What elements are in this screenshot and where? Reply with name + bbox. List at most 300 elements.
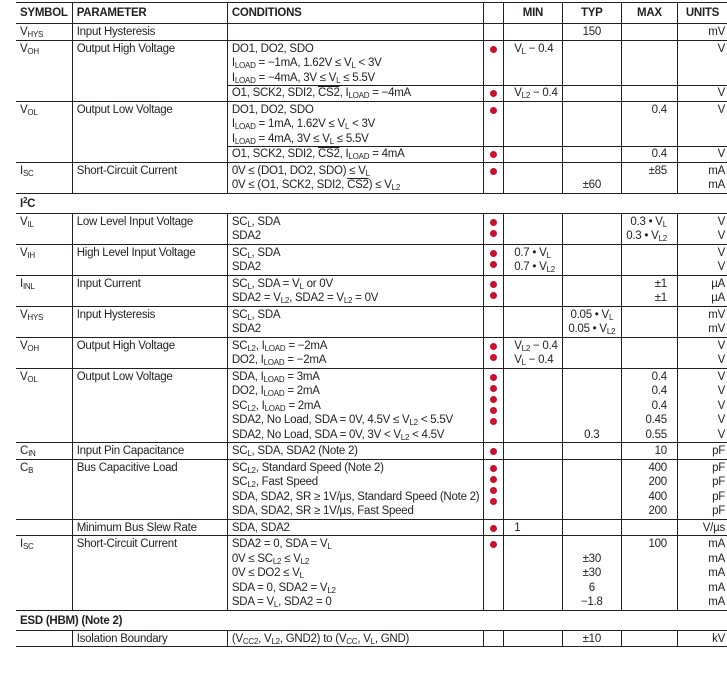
min-cell xyxy=(504,443,562,460)
unit-value: V xyxy=(717,339,725,352)
min-value xyxy=(514,132,557,147)
full-temp-dot-icon xyxy=(490,541,497,548)
parameter-cell: High Level Input Voltage xyxy=(72,244,227,275)
units-cell xyxy=(677,443,727,460)
conditions-cell xyxy=(227,337,484,368)
min-value xyxy=(514,308,557,323)
max-cell xyxy=(621,306,677,337)
min-cell xyxy=(504,147,562,163)
typ-value: 150 xyxy=(582,26,602,38)
max-cell xyxy=(621,459,677,519)
full-temp-dot-icon xyxy=(490,281,497,288)
symbol-cell: $V_{OH}$ xyxy=(16,337,72,368)
conditions-cell xyxy=(227,519,484,536)
max-cell xyxy=(621,213,677,244)
max-value xyxy=(626,552,667,567)
typ-value: ±30 xyxy=(582,567,601,579)
typ-cell xyxy=(562,306,621,337)
max-cell xyxy=(621,244,677,275)
typ-value: 0.05 • $V_{L2}$ xyxy=(568,323,616,336)
unit-value: µA xyxy=(711,277,725,290)
condition-line: $SC_L$, SDA xyxy=(231,308,281,322)
condition-line: $SC_L$, SDA xyxy=(231,215,281,229)
units-cell xyxy=(677,459,727,519)
full-temp-dot-icon xyxy=(490,448,497,455)
typ-value xyxy=(567,490,617,505)
unit-value: V xyxy=(717,261,725,273)
unit-value: V xyxy=(717,87,725,99)
max-value xyxy=(626,71,667,86)
conditions-cell xyxy=(227,443,484,460)
condition-line: 0V ≤ (O1, SCK2, SDI2, $CS2) \le V_{L2}$ xyxy=(231,179,401,192)
typ-cell xyxy=(562,443,621,460)
min-value xyxy=(514,71,557,86)
unit-value xyxy=(682,117,725,132)
dot-cell xyxy=(484,162,504,193)
typ-value xyxy=(567,504,617,519)
unit-value: V xyxy=(717,414,725,426)
symbol-cell: $V_{HYS}$ xyxy=(16,306,72,337)
min-value xyxy=(514,277,557,292)
full-temp-dot-icon xyxy=(490,487,497,494)
typ-cell xyxy=(562,213,621,244)
condition-line: $SC_{L2}$, Standard Speed (Note 2) xyxy=(231,461,384,475)
dot-cell xyxy=(484,519,504,536)
symbol-cell xyxy=(16,86,72,102)
typ-value: ±60 xyxy=(582,179,601,191)
spec-body xyxy=(16,24,727,647)
max-cell xyxy=(621,275,677,306)
typ-value xyxy=(567,229,617,244)
conditions-cell xyxy=(227,536,484,611)
min-cell xyxy=(504,306,562,337)
max-value xyxy=(626,42,667,57)
dot-placeholder xyxy=(484,25,503,40)
typ-value xyxy=(567,399,617,414)
max-cell xyxy=(621,337,677,368)
units-cell xyxy=(677,213,727,244)
symbol-cell xyxy=(16,519,72,536)
col-dot xyxy=(484,3,504,24)
min-cell xyxy=(504,162,562,193)
typ-value xyxy=(567,132,617,147)
parameter-cell: Output High Voltage xyxy=(72,40,227,86)
unit-value: pF xyxy=(712,445,725,457)
parameter-cell: Minimum Bus Slew Rate xyxy=(72,519,227,536)
max-value: 400 xyxy=(648,490,667,503)
full-temp-dot-icon xyxy=(490,292,497,299)
unit-value: V xyxy=(717,148,725,160)
condition-line: $SC_{L2}$, Fast Speed xyxy=(231,476,318,489)
parameter-cell: Output High Voltage xyxy=(72,337,227,368)
dot-cell xyxy=(484,459,504,519)
max-value xyxy=(626,56,667,71)
symbol-cell xyxy=(16,630,72,647)
full-temp-dot-icon xyxy=(490,151,497,158)
symbol-cell: $I_{INL}$ xyxy=(16,275,72,306)
max-value: 200 xyxy=(648,476,667,488)
condition-line: SDA2 = 0, SDA = $V_L$ xyxy=(231,538,332,551)
min-value: 0.7 • $V_{L2}$ xyxy=(514,261,555,274)
full-temp-dot-icon xyxy=(490,407,497,414)
unit-value: µA xyxy=(711,292,725,304)
conditions-cell xyxy=(227,40,484,86)
full-temp-dot-icon xyxy=(490,230,497,237)
dot-cell xyxy=(484,443,504,460)
min-value xyxy=(514,444,557,459)
full-temp-dot-icon xyxy=(490,107,497,114)
conditions-cell xyxy=(227,147,484,163)
max-value: 0.4 xyxy=(651,385,667,397)
dot-cell xyxy=(484,40,504,86)
min-cell xyxy=(504,275,562,306)
max-cell xyxy=(621,40,677,86)
table-row xyxy=(16,275,727,306)
typ-value: ±30 xyxy=(582,552,601,565)
dot-placeholder xyxy=(484,117,503,132)
table-row xyxy=(16,337,727,368)
condition-line: $0V \le DO2 \le V_L$ xyxy=(231,567,304,580)
dot-cell xyxy=(484,101,504,147)
min-cell xyxy=(504,101,562,147)
typ-value xyxy=(567,117,617,132)
parameter-cell: Input Hysteresis xyxy=(72,24,227,41)
col-parameter: PARAMETER xyxy=(72,3,227,24)
min-value xyxy=(514,117,557,132)
full-temp-dot-icon xyxy=(490,219,497,226)
condition-line: $I_{LOAD} = 4mA$, $3V \le V_L \le 5.5V$ xyxy=(231,132,369,146)
dot-cell xyxy=(484,24,504,41)
max-cell xyxy=(621,630,677,647)
unit-value xyxy=(682,132,725,147)
min-cell xyxy=(504,630,562,647)
condition-line: $I_{LOAD} = -4mA$, $3V \le V_L \le 5.5V$ xyxy=(231,71,375,85)
col-typ: TYP xyxy=(562,3,621,24)
min-value xyxy=(514,504,557,519)
min-value: $V_{L2} - 0.4$ xyxy=(514,87,558,100)
dot-cell xyxy=(484,306,504,337)
condition-line: O1, SCK2, SDI2, CS2, $I_{LOAD} = -4mA$ xyxy=(231,87,411,100)
units-cell xyxy=(677,368,727,443)
typ-value xyxy=(567,260,617,275)
table-row xyxy=(16,86,727,102)
condition-line: SDA, SDA2 xyxy=(231,521,290,534)
condition-line: $SC_{L2}$, $I_{LOAD} = -2mA$ xyxy=(231,339,328,353)
unit-value: V xyxy=(717,230,725,242)
unit-value: V xyxy=(717,428,725,441)
unit-value: mV xyxy=(708,308,725,321)
col-max: MAX xyxy=(621,3,677,24)
section-esd-label: ESD (HBM) (Note 2) xyxy=(16,610,727,630)
min-value xyxy=(514,461,557,476)
units-cell xyxy=(677,244,727,275)
min-value xyxy=(514,25,557,40)
max-cell xyxy=(621,368,677,443)
symbol-cell: $I_{SC}$ xyxy=(16,162,72,193)
max-cell xyxy=(621,536,677,611)
max-value: 100 xyxy=(648,538,667,550)
symbol-cell: $V_{OH}$ xyxy=(16,40,72,86)
condition-line: SDA = 0, $SDA2 = V_{L2}$ xyxy=(231,581,336,595)
dot-placeholder xyxy=(484,178,503,193)
condition-line: ($V_{CC2}$, $V_{L2}$, GND2) to ($V_{CC}$, $V_L$, GND) xyxy=(231,632,410,646)
min-value xyxy=(514,384,557,399)
condition-line: SDA, SDA2, SR ≥ 1V/µs, Fast Speed xyxy=(231,505,414,517)
conditions-cell xyxy=(227,213,484,244)
table-row xyxy=(16,213,727,244)
units-cell xyxy=(677,630,727,647)
max-value: 0.4 xyxy=(651,103,667,116)
unit-value: mV xyxy=(708,323,725,335)
max-cell xyxy=(621,147,677,163)
parameter-cell: Input Pin Capacitance xyxy=(72,443,227,460)
full-temp-dot-icon xyxy=(490,525,497,532)
dot-placeholder xyxy=(484,552,503,567)
typ-cell xyxy=(562,147,621,163)
max-cell xyxy=(621,519,677,536)
typ-value: 0.05 • $V_L$ xyxy=(570,308,614,322)
min-value xyxy=(514,632,557,647)
typ-value: ±10 xyxy=(582,632,601,645)
conditions-cell xyxy=(227,86,484,102)
conditions-cell xyxy=(227,459,484,519)
max-value: 0.4 xyxy=(651,148,667,160)
conditions-cell xyxy=(227,101,484,147)
max-value: 10 xyxy=(654,445,667,457)
condition-line: $I_{LOAD} = 1mA$, $1.62V \le V_L < 3V$ xyxy=(231,118,376,131)
table-row xyxy=(16,162,727,193)
table-row xyxy=(16,101,727,147)
typ-cell xyxy=(562,275,621,306)
unit-value: V xyxy=(717,215,725,228)
typ-cell xyxy=(562,86,621,102)
max-value xyxy=(626,322,667,337)
condition-line: $SC_L$, SDA xyxy=(231,246,281,260)
full-temp-dot-icon xyxy=(490,418,497,425)
typ-value xyxy=(567,384,617,399)
min-value xyxy=(514,475,557,490)
min-value xyxy=(514,215,557,230)
parameter-cell: Input Hysteresis xyxy=(72,306,227,337)
section-i2c-label: $I^2C$ xyxy=(16,193,727,213)
max-value xyxy=(626,117,667,132)
dot-cell xyxy=(484,86,504,102)
condition-line: SDA2, No Load, SDA = 0V, $4.5V \le V_{L2} < 5.5V$ xyxy=(231,414,453,427)
condition-line: SDA, $I_{LOAD} = 3mA$ xyxy=(231,370,320,384)
max-value xyxy=(626,353,667,368)
full-temp-dot-icon xyxy=(490,46,497,53)
symbol-cell: $V_{HYS}$ xyxy=(16,24,72,41)
max-value: ±85 xyxy=(648,164,667,177)
typ-value xyxy=(567,339,617,354)
unit-value: V xyxy=(717,399,725,412)
dot-placeholder xyxy=(484,581,503,596)
typ-value xyxy=(567,291,617,306)
typ-cell xyxy=(562,519,621,536)
typ-cell xyxy=(562,368,621,443)
unit-value xyxy=(682,56,725,71)
dot-placeholder xyxy=(484,132,503,147)
max-value xyxy=(626,246,667,261)
dot-cell xyxy=(484,337,504,368)
min-value xyxy=(514,566,557,581)
typ-value: 0.3 xyxy=(584,428,600,441)
typ-cell xyxy=(562,630,621,647)
condition-line: SDA2 xyxy=(231,261,261,273)
unit-value: V xyxy=(717,354,725,366)
parameter-cell: Low Level Input Voltage xyxy=(72,213,227,244)
condition-line: $0V \le SC_{L2} \le V_{L2}$ xyxy=(231,552,310,566)
min-value xyxy=(514,164,557,179)
condition-line: O1, SCK2, SDI2, CS2, $I_{LOAD} = 4mA$ xyxy=(231,148,405,161)
max-value xyxy=(626,308,667,323)
typ-value xyxy=(567,370,617,385)
parameter-cell xyxy=(72,147,227,163)
typ-cell xyxy=(562,536,621,611)
unit-value: mA xyxy=(708,538,725,550)
condition-line: SDA = $V_L$, SDA2 = 0 xyxy=(231,596,332,609)
min-value: $V_L - 0.4$ xyxy=(514,42,554,56)
dot-cell xyxy=(484,536,504,611)
condition-line: $SC_L$, SDA = $V_L$ or 0V xyxy=(231,277,333,291)
dot-cell xyxy=(484,368,504,443)
units-cell xyxy=(677,24,727,41)
max-value xyxy=(626,25,667,40)
condition-line: SDA2, No Load, SDA = 0V, $3V < V_{L2} < 4.5V$ xyxy=(231,428,445,442)
min-value xyxy=(514,56,557,71)
parameter-cell: Input Current xyxy=(72,275,227,306)
typ-value xyxy=(567,246,617,261)
min-value: $V_L - 0.4$ xyxy=(514,354,554,367)
table-row xyxy=(16,536,727,611)
typ-value xyxy=(567,277,617,292)
unit-value: mA xyxy=(708,179,725,191)
max-value xyxy=(626,86,667,101)
typ-value: 6 xyxy=(588,581,595,594)
dot-placeholder xyxy=(484,322,503,337)
max-value xyxy=(626,632,667,647)
condition-line: DO2, $I_{LOAD} = 2mA$ xyxy=(231,385,320,398)
typ-value xyxy=(567,71,617,86)
typ-value xyxy=(567,537,617,552)
dot-cell xyxy=(484,630,504,647)
symbol-cell: $C_{IN}$ xyxy=(16,443,72,460)
min-value xyxy=(514,291,557,306)
max-value: ±1 xyxy=(654,292,667,304)
unit-value: pF xyxy=(712,490,725,503)
max-value: 0.55 xyxy=(645,428,667,441)
symbol-cell: $V_{IH}$ xyxy=(16,244,72,275)
table-row xyxy=(16,244,727,275)
units-cell xyxy=(677,536,727,611)
unit-value: mA xyxy=(708,567,725,579)
typ-cell xyxy=(562,162,621,193)
unit-value: mA xyxy=(708,596,725,608)
table-row xyxy=(16,519,727,536)
dot-cell xyxy=(484,244,504,275)
max-value: 0.4 xyxy=(651,399,667,412)
full-temp-dot-icon xyxy=(490,250,497,257)
typ-value xyxy=(567,42,617,57)
typ-cell xyxy=(562,101,621,147)
full-temp-dot-icon xyxy=(490,465,497,472)
full-temp-dot-icon xyxy=(490,354,497,361)
units-cell xyxy=(677,101,727,147)
table-row xyxy=(16,630,727,647)
min-cell xyxy=(504,24,562,41)
condition-line: $SC_L$, SDA, SDA2 (Note 2) xyxy=(231,445,358,458)
unit-value: mA xyxy=(708,164,725,177)
symbol-cell: $I_{SC}$ xyxy=(16,536,72,611)
table-row xyxy=(16,459,727,519)
max-value: 400 xyxy=(648,461,667,474)
col-units: UNITS xyxy=(677,3,727,24)
max-value xyxy=(626,132,667,147)
table-row xyxy=(16,24,727,41)
full-temp-dot-icon xyxy=(490,498,497,505)
min-value xyxy=(514,490,557,505)
typ-value xyxy=(567,86,617,101)
conditions-cell xyxy=(227,630,484,647)
max-value xyxy=(626,260,667,275)
condition-line: DO1, DO2, SDO xyxy=(231,42,314,55)
typ-value xyxy=(567,461,617,476)
condition-line: SDA2 xyxy=(231,323,261,335)
table-row xyxy=(16,443,727,460)
table-row xyxy=(16,147,727,163)
max-cell xyxy=(621,443,677,460)
min-cell xyxy=(504,244,562,275)
typ-cell xyxy=(562,244,621,275)
min-value xyxy=(514,428,557,443)
conditions-cell xyxy=(227,162,484,193)
typ-cell xyxy=(562,459,621,519)
full-temp-dot-icon xyxy=(490,476,497,483)
unit-value: pF xyxy=(712,461,725,474)
typ-value xyxy=(567,475,617,490)
condition-line: $SC_{L2}$, $I_{LOAD} = 2mA$ xyxy=(231,399,321,413)
condition-line: SDA2 xyxy=(231,230,261,242)
col-conditions: CONDITIONS xyxy=(227,3,484,24)
parameter-cell: Output Low Voltage xyxy=(72,101,227,147)
min-cell xyxy=(504,86,562,102)
unit-value: kV xyxy=(712,632,725,645)
min-cell xyxy=(504,536,562,611)
typ-value xyxy=(567,147,617,162)
symbol-cell: $V_{OL}$ xyxy=(16,368,72,443)
dot-cell xyxy=(484,147,504,163)
full-temp-dot-icon xyxy=(490,90,497,97)
max-value xyxy=(626,595,667,610)
unit-value: pF xyxy=(712,505,725,517)
max-cell xyxy=(621,24,677,41)
spec-table xyxy=(16,2,727,647)
typ-cell xyxy=(562,337,621,368)
unit-value: V xyxy=(717,42,725,55)
min-value: 0.7 • $V_L$ xyxy=(514,246,551,260)
unit-value xyxy=(682,71,725,86)
dot-placeholder xyxy=(484,71,503,86)
condition-line: $I_{LOAD} = -1mA$, $1.62V \le V_L < 3V$ xyxy=(231,57,382,70)
typ-value xyxy=(567,521,617,536)
dot-placeholder xyxy=(484,632,503,647)
section-esd xyxy=(16,610,727,630)
min-cell xyxy=(504,213,562,244)
unit-value: V xyxy=(717,385,725,397)
min-value: $V_{L2} - 0.4$ xyxy=(514,339,558,353)
parameter-cell: Short-Circuit Current xyxy=(72,162,227,193)
max-value xyxy=(626,566,667,581)
